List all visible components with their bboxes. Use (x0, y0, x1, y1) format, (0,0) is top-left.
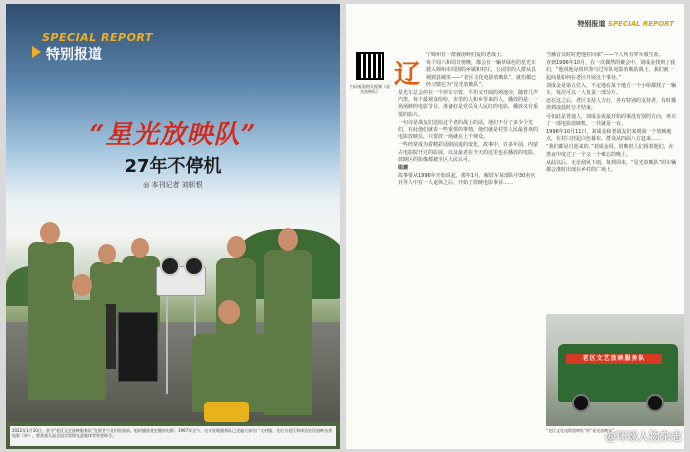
paragraph: 宁锦州有一群被南岭们爱的老战士。 (426, 52, 507, 58)
paragraph: 还在这之后，老区支持人力行，各有特别的支持者，有时播放到凌晨时分才结束。 (546, 98, 677, 112)
drop-cap: 辽 (394, 60, 421, 90)
paragraph: 直到1996年10月，在一次偶然的聚会中，刘成金找到了我们，“他说他是组织参与过军队电影放映的战士，我们就一起商量如何在老区开展这个事业。” (546, 60, 676, 81)
headline: “星光放映队” (89, 120, 257, 150)
subheading: 组建 (398, 165, 409, 172)
soldier-figure (192, 334, 282, 412)
soldier-head (227, 236, 246, 258)
soldier-head (131, 238, 149, 258)
paragraph: 每个周六和周日傍晚，都会有一辆草绿色的星光车驶入锦州市周围的乡镇和村庄，公园里的人群从县城到县城里——“老区文化电影放映队”，就们都已经习惯它为“星光放映队”。 (426, 60, 537, 88)
qr-caption: 扫码观看相关视频《星光放映队》 (350, 84, 390, 94)
qr-code[interactable] (356, 52, 384, 80)
film-reel-icon (160, 256, 180, 276)
truck-photo (546, 314, 684, 426)
byline: ◎ 本刊记者 刘斩恨 (143, 181, 203, 189)
section-label-cn: 特别报道 (46, 47, 102, 63)
paragraph: “我们都是自愿来的。”刘成金说。放映时人们围着他们，在黑夜中度过了一个又一个难忘的晚上。 (546, 144, 674, 158)
paragraph: 可如此是普通人，刘成金说最开始的事没有别的方向，再买了一部电影放映机，一共就是一台。 (546, 113, 677, 127)
yellow-bag (204, 402, 249, 422)
paragraph: 故事要从1996年开始说起，那年1月，解放军某部队中30名官兵等人中有一人退休之后，开始了放映电影事业…… (398, 173, 536, 187)
watermark: @环球人物杂志 (605, 430, 682, 443)
paragraph: 一句诗是战友们送给这个老的战士的话，他们不分了多少个光们，在此他们就说一些重要的事情，他们就是村里人民最喜欢的电影放映员，只要放一场就在上千观众。 (398, 119, 538, 141)
left-page (6, 4, 340, 449)
article-column-1 (398, 52, 538, 449)
paragraph: 刘成金是第五位入，不定地在某个地方一个小组都找了一辆车，每次可以一人负责一部分片。 (546, 82, 677, 97)
paragraph: 当播音员时时把他拉回来”——个人所有穿军服生涯。 (546, 52, 664, 58)
wheel-icon (646, 394, 664, 412)
soldier-head (218, 300, 240, 324)
header-en: SPECIAL REPORT (607, 20, 674, 28)
page-header (577, 19, 674, 29)
photo-caption: 2022年1月10日，驻守“老区文艺放映服务队”在陕甘宁北村驻演前，组织播放党史题材电影；1997年至今，这支驻地服务队已走遍大部分广大村镇，先后为老区和周边农民放映各类电影（单），曾获第九届全国学雷锋先进集体等荣誉称号。 (10, 426, 336, 446)
speaker-box (118, 312, 158, 382)
soldier-head (278, 228, 298, 251)
paragraph: 从此以后，无论刮风下雨，每到周末，“星光放映队”的车辆都会准时出现在乡村的广场上。 (546, 159, 677, 174)
section-label-en: SPECIAL REPORT (42, 31, 153, 44)
header-cn: 特别报道 (577, 20, 606, 28)
soldier-head (40, 222, 60, 244)
film-reel-icon (184, 256, 204, 276)
truck-caption: “老区文化电影放映队”的“星光放映车”。 (546, 428, 619, 433)
truck-banner: 老区文艺放映服务队 (566, 354, 662, 364)
paragraph: 一些经常成为着精彩话剧前进的变化，故事中，许多年前，内蒙古电影院开过的影展，以及最老在今天的这里也在播放的电影，放映区的影像都被全区人民认可。 (398, 142, 538, 163)
play-icon (32, 46, 41, 58)
right-page (346, 4, 684, 449)
soldier-figure (28, 300, 106, 400)
paragraph: 星光车总会停在一个停车空着、平坦又开阔的场地旁，随着几声汽笛，每个最观众纷纷，市里的人和乡里来的人，播放的是：一场场鲜的电影节目，准备好是党员及人民红的电影，播放又有重要的影片。 (398, 90, 538, 118)
soldier-head (72, 274, 92, 296)
subheadline: 27年不停机 (124, 156, 222, 177)
soldier-head (98, 244, 116, 264)
wheel-icon (572, 394, 590, 412)
paragraph: 1996年10月11日，刘成金和老战友们来到第一个放映地点，在村口挂起白色幕布，群众从四面八方赶来…… (546, 129, 672, 143)
truck-body (558, 344, 678, 402)
